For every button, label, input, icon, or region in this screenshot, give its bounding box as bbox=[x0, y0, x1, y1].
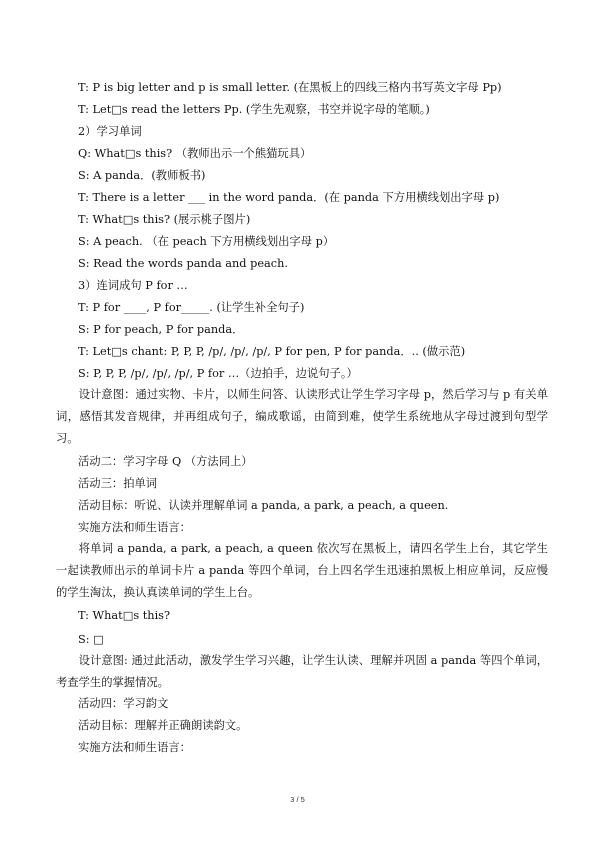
text-line: T: P is big letter and p is small letter. (在黑板上的四线三格内书写英文字母 Pp) bbox=[78, 81, 502, 94]
dialog-line: S: □ bbox=[78, 633, 104, 646]
text-line: Q: What□s this? （教师出示一个熊猫玩具） bbox=[78, 147, 312, 160]
design-intent-paragraph: 设计意图: 通过此活动，激发学生学习兴趣，让学生认读、理解并巩固 a panda 等四个单词，考查学生的掌握情况。 bbox=[56, 654, 548, 689]
page-number: 3 / 5 bbox=[290, 795, 305, 804]
text-line: T: Let□s chant: P, P, P, /p/, /p/, /p/, P for pen, P for panda．.. (做示范) bbox=[78, 345, 466, 358]
text-line: S: P, P, P, /p/, /p/, /p/, P for …（边拍手，边说句子。） bbox=[78, 367, 358, 380]
section-heading: 3）连词成句 P for … bbox=[78, 279, 188, 292]
activity-title: 活动二：学习字母 Q （方法同上） bbox=[78, 455, 253, 468]
text-line: T: There is a letter ___ in the word panda．(在 panda 下方用横线划出字母 p) bbox=[78, 191, 500, 204]
design-intent-paragraph: 设计意图：通过实物、卡片，以师生问答、认读形式让学生学习字母 p，然后学习与 p 有关单词，感悟其发音规律，并再组成句子，编成歌谣，由简到难，使学生系统地从字母过渡到句型学习。 bbox=[56, 388, 548, 445]
method-paragraph: 将单词 a panda, a park, a peach, a queen 依次写在黑板上，请四名学生上台，其它学生一起读教师出示的单词卡片 a panda 等四个单词，台上四名学生迅速拍黑板上相应单词，反应慢的学生淘汰，换认真读单词的学生上台。 bbox=[56, 542, 548, 599]
activity-title: 活动四：学习韵文 bbox=[78, 697, 169, 710]
text-line: S: A peach. （在 peach 下方用横线划出字母 p） bbox=[78, 235, 335, 248]
text-line: T: What□s this? (展示桃子图片) bbox=[78, 213, 251, 226]
text-line: S: A panda．(教师板书) bbox=[78, 169, 206, 182]
activity-goal: 活动目标：听说、认读并理解单词 a panda, a park, a peach, a queen. bbox=[78, 499, 449, 512]
dialog-line: T: What□s this? bbox=[78, 609, 171, 622]
activity-goal: 活动目标：理解并正确朗读韵文。 bbox=[78, 719, 248, 732]
method-label: 实施方法和师生语言： bbox=[78, 741, 191, 754]
method-label: 实施方法和师生语言： bbox=[78, 521, 191, 534]
text-line: T: P for ____, P for_____. (让学生补全句子) bbox=[78, 301, 305, 314]
text-line: S: P for peach, P for panda． bbox=[78, 323, 244, 336]
activity-title: 活动三：拍单词 bbox=[78, 477, 158, 490]
text-line: S: Read the words panda and peach. bbox=[78, 257, 288, 270]
text-line: T: Let□s read the letters Pp. (学生先观察，书空并说字母的笔顺。) bbox=[78, 103, 430, 116]
section-heading: 2）学习单词 bbox=[78, 125, 142, 138]
